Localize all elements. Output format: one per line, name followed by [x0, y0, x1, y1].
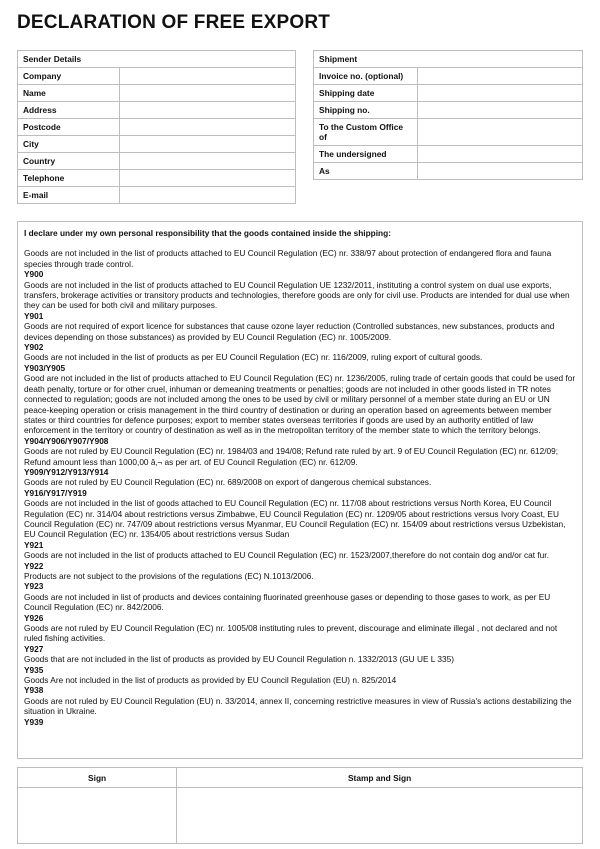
declaration-item [24, 280, 576, 322]
address-field[interactable] [120, 102, 296, 119]
field-label: Telephone [18, 170, 120, 187]
shipping-number-field[interactable] [418, 102, 583, 119]
sender-details-table [17, 50, 296, 204]
declaration-heading: I declare under my own personal responsibility that the goods contained inside the shipping: [24, 228, 391, 238]
name-field[interactable] [120, 85, 296, 102]
declaration-item [24, 623, 576, 654]
field-label: As [314, 163, 418, 180]
declaration-item-code: Y909/Y912/Y913/Y914 [24, 466, 109, 477]
declaration-item [24, 571, 576, 592]
field-label: The undersigned [314, 146, 418, 163]
sender-row-address [18, 102, 296, 119]
field-label: Country [18, 153, 120, 170]
declaration-item-code: Y935 [24, 664, 44, 675]
invoice-number-field[interactable] [418, 68, 583, 85]
declaration-item-text: Goods are not ruled by EU Council Regulation (EC) nr. 689/2008 on export of dangerous chemical substances. [24, 477, 432, 488]
shipment-row-undersigned [314, 146, 583, 163]
declaration-item [24, 696, 576, 727]
declaration-item-text: Goods are not ruled by EU Council Regulation (EC) nr. 1005/08 instituting rules to prevent, discourage and eliminate illegal , not declared and not ruled fishing activities. [24, 623, 558, 644]
stamp-and-sign-label: Stamp and Sign [177, 768, 583, 788]
page-title: DECLARATION OF FREE EXPORT [17, 12, 331, 33]
declaration-item-code: Y921 [24, 539, 44, 550]
declaration-item-text: Good are not included in the list of products attached to EU Council Regulation (EC) nr. 1236/2005, ruling trade of certain goods that could be used for death penalty, torture or for other cruel, inhuman or demeaning treatments or penalties; goods are not included in other goods listed in TR notes connected to regulation; goods are not included among the ones to be used by civil or military personnel of a member state during an EU or UN peace-keeping operation or crisis management in the third country of destination or during an operation based on agreements between member states or third countries for defence purposes; export to member states overseas territories if goods are used by an authority entitled of law enforcement in the territory or country of destination as well as in the metropolitan territory of the member state to which the territory belongs. [24, 373, 576, 436]
declaration-item-text: Goods are not required of export licence for substances that cause ozone layer reduction (Controlled substances, new substances, products and devices depending on those substances) as provided by EU Council Regulation (EC) nr. 1005/2009. [24, 321, 555, 342]
shipment-row-invoice [314, 68, 583, 85]
declaration-item-text: Goods are not included in the list of products attached to EU Council Regulation UE 1232/2011, instituting a control system on dual use exports, transfers, brokerage activities or transitory products and technologies, therefore goods are only for civil use. Products are intended for dual use when they can be used for both civil and military purposes. [24, 279, 570, 311]
declaration-item-code: Y927 [24, 643, 44, 654]
shipment-row-as [314, 163, 583, 180]
declaration-item [24, 373, 576, 446]
telephone-field[interactable] [120, 170, 296, 187]
field-label: Company [18, 68, 120, 85]
declaration-item-code: Y901 [24, 310, 44, 321]
sender-row-email [18, 187, 296, 204]
declaration-item-text: Goods are not included in the list of products attached to EU Council Regulation (EC) nr. 1523/2007,therefore do not contain dog and/or cat fur. [24, 550, 549, 561]
declaration-item [24, 550, 576, 571]
sender-row-country [18, 153, 296, 170]
declaration-item [24, 446, 576, 477]
declaration-item [24, 654, 576, 675]
declaration-item-code: Y922 [24, 560, 44, 571]
declaration-item-code: Y904/Y906/Y907/Y908 [24, 435, 109, 446]
sender-row-company [18, 68, 296, 85]
sender-row-name [18, 85, 296, 102]
declaration-item-text: Goods are not included in list of products and devices containing fluorinated greenhouse gases or depending to those gases to work, as per EU Council Regulation (EC) nr. 842/2006. [24, 591, 551, 613]
field-label: Invoice no. (optional) [314, 68, 418, 85]
declaration-item-code: Y938 [24, 685, 44, 696]
declaration-item-text: Goods Are not included in the list of products as provided by EU Council Regulation (EU) n. 825/2014 [24, 675, 397, 686]
declaration-item [24, 321, 576, 352]
sign-area[interactable] [18, 788, 177, 844]
sender-row-city [18, 136, 296, 153]
declaration-item-text: Goods are not ruled by EU Council Regulation (EC) nr. 1984/03 and 194/08; Refund rate ruled by art. 9 of EU Council Regulation (EC) nr. 612/09; Refund amount less than 1000,00 â‚¬ as per art. of EU Council Regulation (EC) nr. 612/09. [24, 446, 559, 467]
shipping-date-field[interactable] [418, 85, 583, 102]
shipment-heading: Shipment [314, 51, 583, 68]
postcode-field[interactable] [120, 119, 296, 136]
sign-label: Sign [18, 768, 177, 788]
shipment-row-number [314, 102, 583, 119]
shipment-row-date [314, 85, 583, 102]
field-label: To the Custom Office of [314, 119, 418, 146]
field-label: Address [18, 102, 120, 119]
declaration-item [24, 477, 576, 498]
declaration-item-text: Goods that are not included in the list of products as provided by EU Council Regulation n. 1332/2013 (GU UE L 335) [24, 654, 454, 665]
declaration-item-text: Goods are not included in the list of products attached to EU Council Regulation (EC) nr. 338/97 about protection of endangered flora and fauna species through trade control. [24, 248, 552, 269]
field-label: E-mail [18, 187, 120, 204]
sender-row-postcode [18, 119, 296, 136]
declaration-item [24, 498, 576, 550]
shipment-table [313, 50, 583, 180]
declaration-item-text: Products are not subject to the provisions of the regulations (EC) N.1013/2006. [24, 571, 314, 581]
declaration-item [24, 352, 576, 373]
declaration-item [24, 248, 576, 279]
declaration-box [17, 221, 583, 759]
declaration-item-text: Goods are not included in the list of goods attached to EU Council Regulation (EC) nr. 117/08 about restrictions versus North Korea, EU Council Regulation (EC) nr. 314/04 about restrictions versus Zimbabwe, EU Council Regulation (EC) nr. 1209/05 about restrictions versus Ivory Coast, EU Council Regulation (EC) nr. 747/09 about restrictions versus Myanmar, EU Council Regulation (EC) nr. 154/09 about restrictions versus Uzbekistan, EU Council Regulation (EC) nr. 1354/05 about restrictions versus Sudan [24, 498, 566, 540]
declaration-item-code: Y923 [24, 581, 44, 592]
declaration-item-code: Y902 [24, 342, 44, 353]
sender-row-telephone [18, 170, 296, 187]
undersigned-field[interactable] [418, 146, 583, 163]
declaration-item [24, 675, 576, 696]
field-label: City [18, 136, 120, 153]
declaration-item-code: Y900 [24, 269, 44, 280]
declaration-item [24, 592, 576, 623]
declaration-items [24, 248, 576, 727]
country-field[interactable] [120, 153, 296, 170]
declaration-item-code: Y916/Y917/Y919 [24, 487, 87, 498]
sender-details-heading: Sender Details [18, 51, 296, 68]
declaration-item-text: Goods are not ruled by EU Council Regulation (EU) n. 33/2014, annex II, concerning restrictive measures in view of Russia's actions destabilizing the situation in Ukraine. [24, 695, 572, 717]
email-field[interactable] [120, 187, 296, 204]
city-field[interactable] [120, 136, 296, 153]
custom-office-field[interactable] [418, 119, 583, 146]
field-label: Shipping no. [314, 102, 418, 119]
declaration-item-code: Y903/Y905 [24, 362, 66, 373]
stamp-and-sign-area[interactable] [177, 788, 583, 844]
company-field[interactable] [120, 68, 296, 85]
field-label: Name [18, 85, 120, 102]
declaration-item-code: Y939 [24, 716, 44, 727]
shipment-row-custom-office [314, 119, 583, 146]
field-label: Shipping date [314, 85, 418, 102]
declaration-item-text: Goods are not included in the list of products as per EU Council Regulation (EC) nr. 116/2009, ruling export of cultural goods. [24, 352, 483, 363]
as-field[interactable] [418, 163, 583, 180]
field-label: Postcode [18, 119, 120, 136]
declaration-item-code: Y926 [24, 612, 44, 623]
signature-table [17, 767, 583, 844]
